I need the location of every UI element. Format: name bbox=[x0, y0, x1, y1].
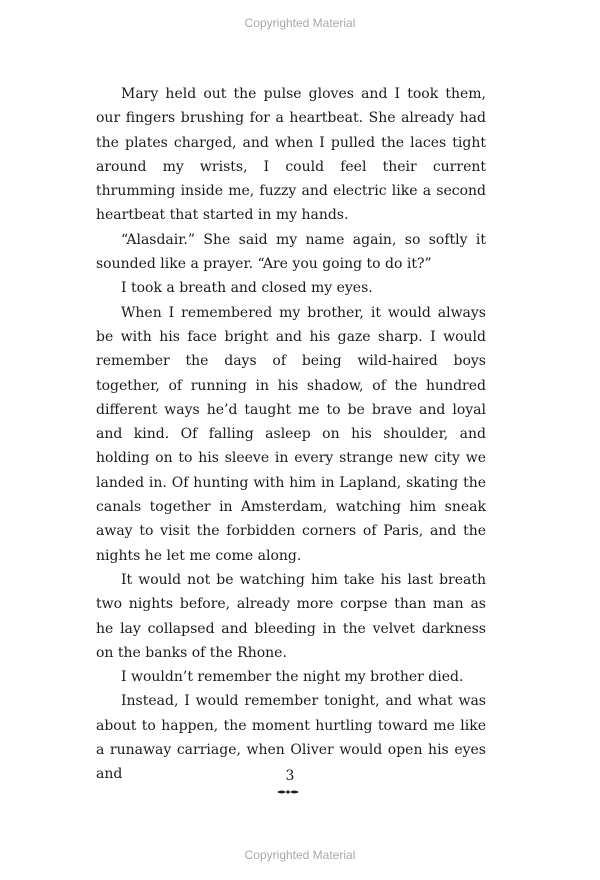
paragraph: I wouldn’t remember the night my brother died. bbox=[121, 669, 464, 686]
copyright-watermark-bottom: Copyrighted Material bbox=[244, 848, 356, 862]
copyright-watermark-top: Copyrighted Material bbox=[244, 16, 356, 30]
body-text bbox=[96, 82, 486, 787]
paragraph: Mary held out the pulse gloves and I took them, our fingers brushing for a heartbeat. She already had the plates charged, and when I pulled the laces tight around my wrists, I could feel their current thrumming inside me, fuzzy and electric like a second heartbeat that started in my hands. bbox=[96, 86, 486, 224]
paragraph: “Alasdair.” She said my name again, so softly it sounded like a prayer. “Are you going to do it?” bbox=[96, 231, 486, 273]
flourish-ornament-icon bbox=[276, 788, 300, 796]
paragraph: It would not be watching him take his last breath two nights before, already more corpse than man as he lay collapsed and bleeding in the velvet darkness on the banks of the Rhone. bbox=[96, 571, 486, 661]
paragraph: Instead, I would remember tonight, and what was about to happen, the moment hurtling toward me like a runaway carriage, when Oliver would open his eyes and bbox=[96, 693, 486, 783]
page-number: 3 bbox=[285, 768, 295, 784]
paragraph: I took a breath and closed my eyes. bbox=[121, 280, 373, 297]
paragraph: When I remembered my brother, it would always be with his face bright and his gaze sharp. I would remember the days of being wild-haired boys together, of running in his shadow, of the hundred different ways he’d taught me to be brave and loyal and kind. Of falling asleep on his shoulder, and holding on to his sleeve in every strange new city we landed in. Of hunting with him in Lapland, skating the canals together in Amsterdam, watching him sneak away to visit the forbidden corners of Paris, and the nights he let me come along. bbox=[96, 304, 486, 564]
